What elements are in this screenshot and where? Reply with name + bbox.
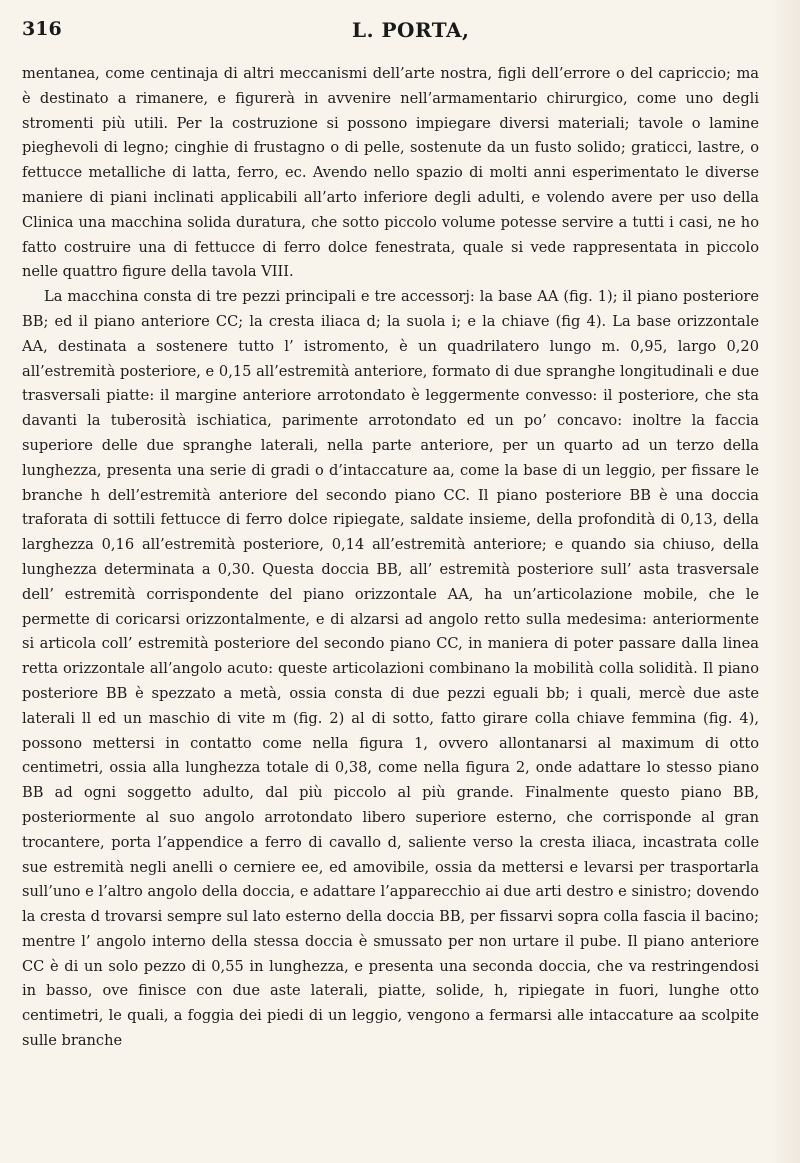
page-header — [22, 18, 760, 48]
page-number: 316 — [22, 18, 62, 40]
paragraph-2: La macchina consta di tre pezzi principali e tre accessorj: la base AA (fig. 1); il piano posteriore BB; ed il piano anteriore CC; la cresta iliaca d; la suola i; e la chiave (fig 4). La base orizzontale AA, destinata a sostenere tutto l’ istromento, è un quadrilatero lungo m. 0,95, largo 0,20 all’estremità posteriore, e 0,15 all’estremità anteriore, formato di due spranghe longitudinali e due trasversali piatte: il margine anteriore arrotondato è leggermente convesso: il posteriore, che sta davanti la tuberosità ischiatica, parimente arrotondato ed un po’ concavo: inoltre la faccia superiore delle due spranghe laterali, nella parte anteriore, per un quarto ad un terzo della lunghezza, presenta una serie di gradi o d’intaccature aa, come la base di un leggio, per fissare le branche h dell’estremità anteriore del secondo piano CC. Il piano posteriore BB è una doccia traforata di sottili fettucce di ferro dolce ripiegate, saldate insieme, della profondità di 0,13, della larghezza 0,16 all’estremità posteriore, 0,14 all’estremità anteriore; e quando sia chiuso, della lunghezza determinata a 0,30. Questa doccia BB, all’ estremità posteriore sull’ asta trasversale dell’ estremità corrispondente del piano orizzontale AA, ha un’articolazione mobile, che le permette di coricarsi orizzontalmente, e di alzarsi ad angolo retto sulla medesima: anteriormente si articola coll’ estremità posteriore del secondo piano CC, in maniera di poter passare dalla linea retta orizzontale all’angolo acuto: queste articolazioni combinano la mobilità colla solidità. Il piano posteriore BB è spezzato a metà, ossia consta di due pezzi eguali bb; i quali, mercè due aste laterali ll ed un maschio di vite m (fig. 2) al di sotto, fatto girare colla chiave femmina (fig. 4), possono mettersi in contatto come nella figura 1, ovvero allontanarsi al maximum di otto centimetri, ossia alla lunghezza totale di 0,38, come nella figura 2, onde adattare lo stesso piano BB ad ogni soggetto adulto, dal più piccolo al più grande. Finalmente questo piano BB, posteriormente al suo angolo arrotondato libero superiore esterno, che corrisponde al gran trocantere, porta l’appendice a ferro di cavallo d, saliente verso la cresta iliaca, incastrata colle sue estremità negli anelli o cerniere ee, ed amovibile, ossia da mettersi e levarsi per trasportarla sull’uno e l’altro angolo della doccia, e adattare l’apparecchio ai due arti destro e sinistro; dovendo la cresta d trovarsi sempre sul lato esterno della doccia BB, per fissarvi sopra colla fascia il bacino; mentre l’ angolo interno della stessa doccia è smussato per non urtare il pube. Il piano anteriore CC è di un solo pezzo di 0,55 in lunghezza, e presenta una seconda doccia, che va restringendosi in basso, ove finisce con due aste laterali, piatte, solide, h, ripiegate in fuori, lunghe otto centimetri, le quali, a foggia dei piedi di un leggio, vengono a fermarsi alle intaccature aa scolpite sulle branche — [22, 288, 759, 1050]
body-text — [22, 62, 759, 1054]
running-head: L. PORTA, — [352, 18, 470, 42]
paragraph-1: mentanea, come centinaja di altri meccanismi dell’arte nostra, figli dell’errore o del capriccio; ma è destinato a rimanere, e figurerà in avvenire nell’armamentario chirurgico, come uno degli stromenti più utili. Per la costruzione si possono impiegare diversi materiali; tavole o lamine pieghevoli di legno; cinghie di frustagno o di pelle, sostenute da un fusto solido; graticci, lastre, o fettucce metalliche di latta, ferro, ec. Avendo nello spazio di molti anni esperimentato le diverse maniere di piani inclinati applicabili all’arto inferiore degli adulti, e volendo avere per uso della Clinica una macchina solida duratura, che sotto piccolo volume potesse servire a tutti i casi, ne ho fatto costruire una di fettucce di ferro dolce fenestrata, quale si vede rappresentata in piccolo nelle quattro figure della tavola VIII. — [22, 65, 759, 281]
page-edge-shadow — [770, 0, 800, 1163]
